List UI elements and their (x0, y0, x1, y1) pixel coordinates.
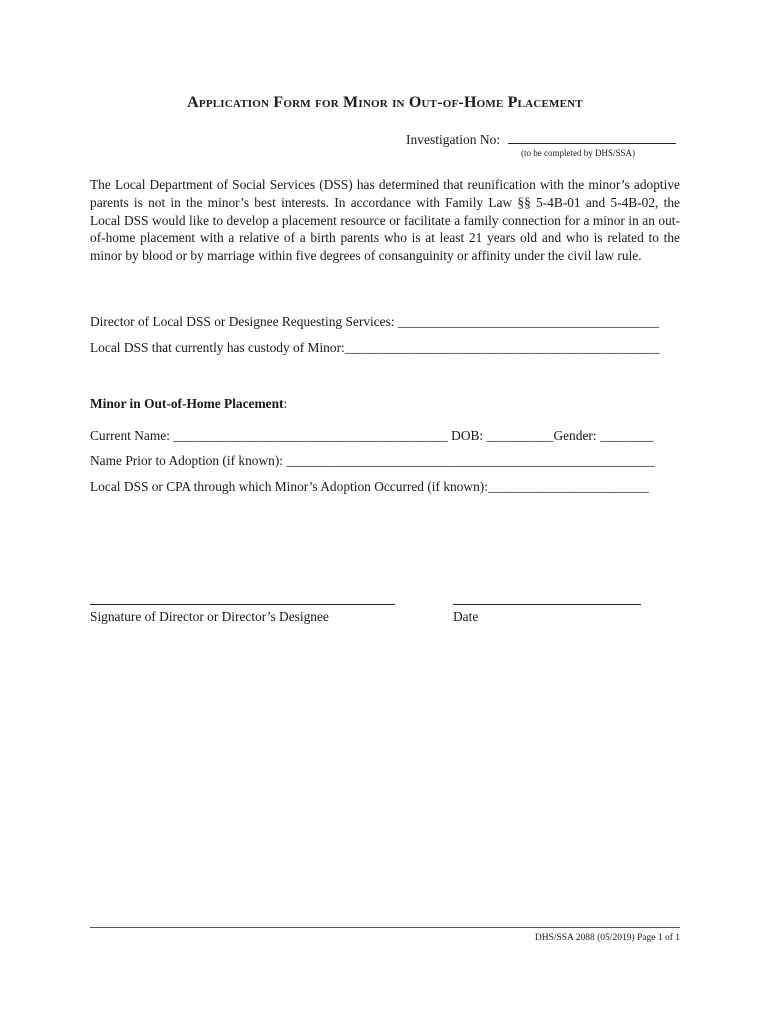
investigation-number-field[interactable] (508, 131, 676, 144)
current-name-dob-gender-field[interactable]: Current Name: _________________________________________ DOB: __________Gender: ________ (90, 428, 654, 443)
intro-paragraph: The Local Department of Social Services (DSS) has determined that reunification with the minor’s adoptive parents is not in the minor’s best interests. In accordance with Family Law §§ 5-4B-01 and 5-4B-02, the Local DSS would like to develop a placement resource or facilitate a family connection for a minor in an out-of-home placement with a relative of a birth parents who is at least 21 years old and who is related to the minor by blood or by marriage within five degrees of consanguinity or affinity under the civil law rule. (90, 177, 680, 264)
adoption-dss-field[interactable]: Local DSS or CPA through which Minor’s Adoption Occurred (if known):________________________ (90, 479, 649, 494)
investigation-note: (to be completed by DHS/SSA) (521, 148, 635, 158)
minor-heading-colon: : (283, 396, 288, 411)
signature-line[interactable] (90, 604, 395, 605)
prior-name-field[interactable]: Name Prior to Adoption (if known): _______________________________________________________ (90, 453, 655, 468)
director-requesting-field[interactable]: Director of Local DSS or Designee Requesting Services: _______________________________________ (90, 314, 660, 329)
footer-divider (90, 927, 680, 928)
investigation-number-row (406, 131, 676, 148)
custody-dss-field[interactable]: Local DSS that currently has custody of Minor:_______________________________________________ (90, 340, 660, 355)
page-title: Application Form for Minor in Out-of-Home Placement (187, 94, 583, 111)
minor-heading-text: Minor in Out-of-Home Placement (90, 396, 284, 411)
date-label: Date (453, 609, 479, 624)
footer-form-id: DHS/SSA 2088 (05/2019) Page 1 of 1 (534, 933, 680, 943)
date-line[interactable] (453, 604, 641, 605)
minor-section-heading (90, 396, 287, 412)
investigation-label: Investigation No: (406, 132, 501, 147)
signature-label: Signature of Director or Director’s Designee (90, 609, 329, 624)
